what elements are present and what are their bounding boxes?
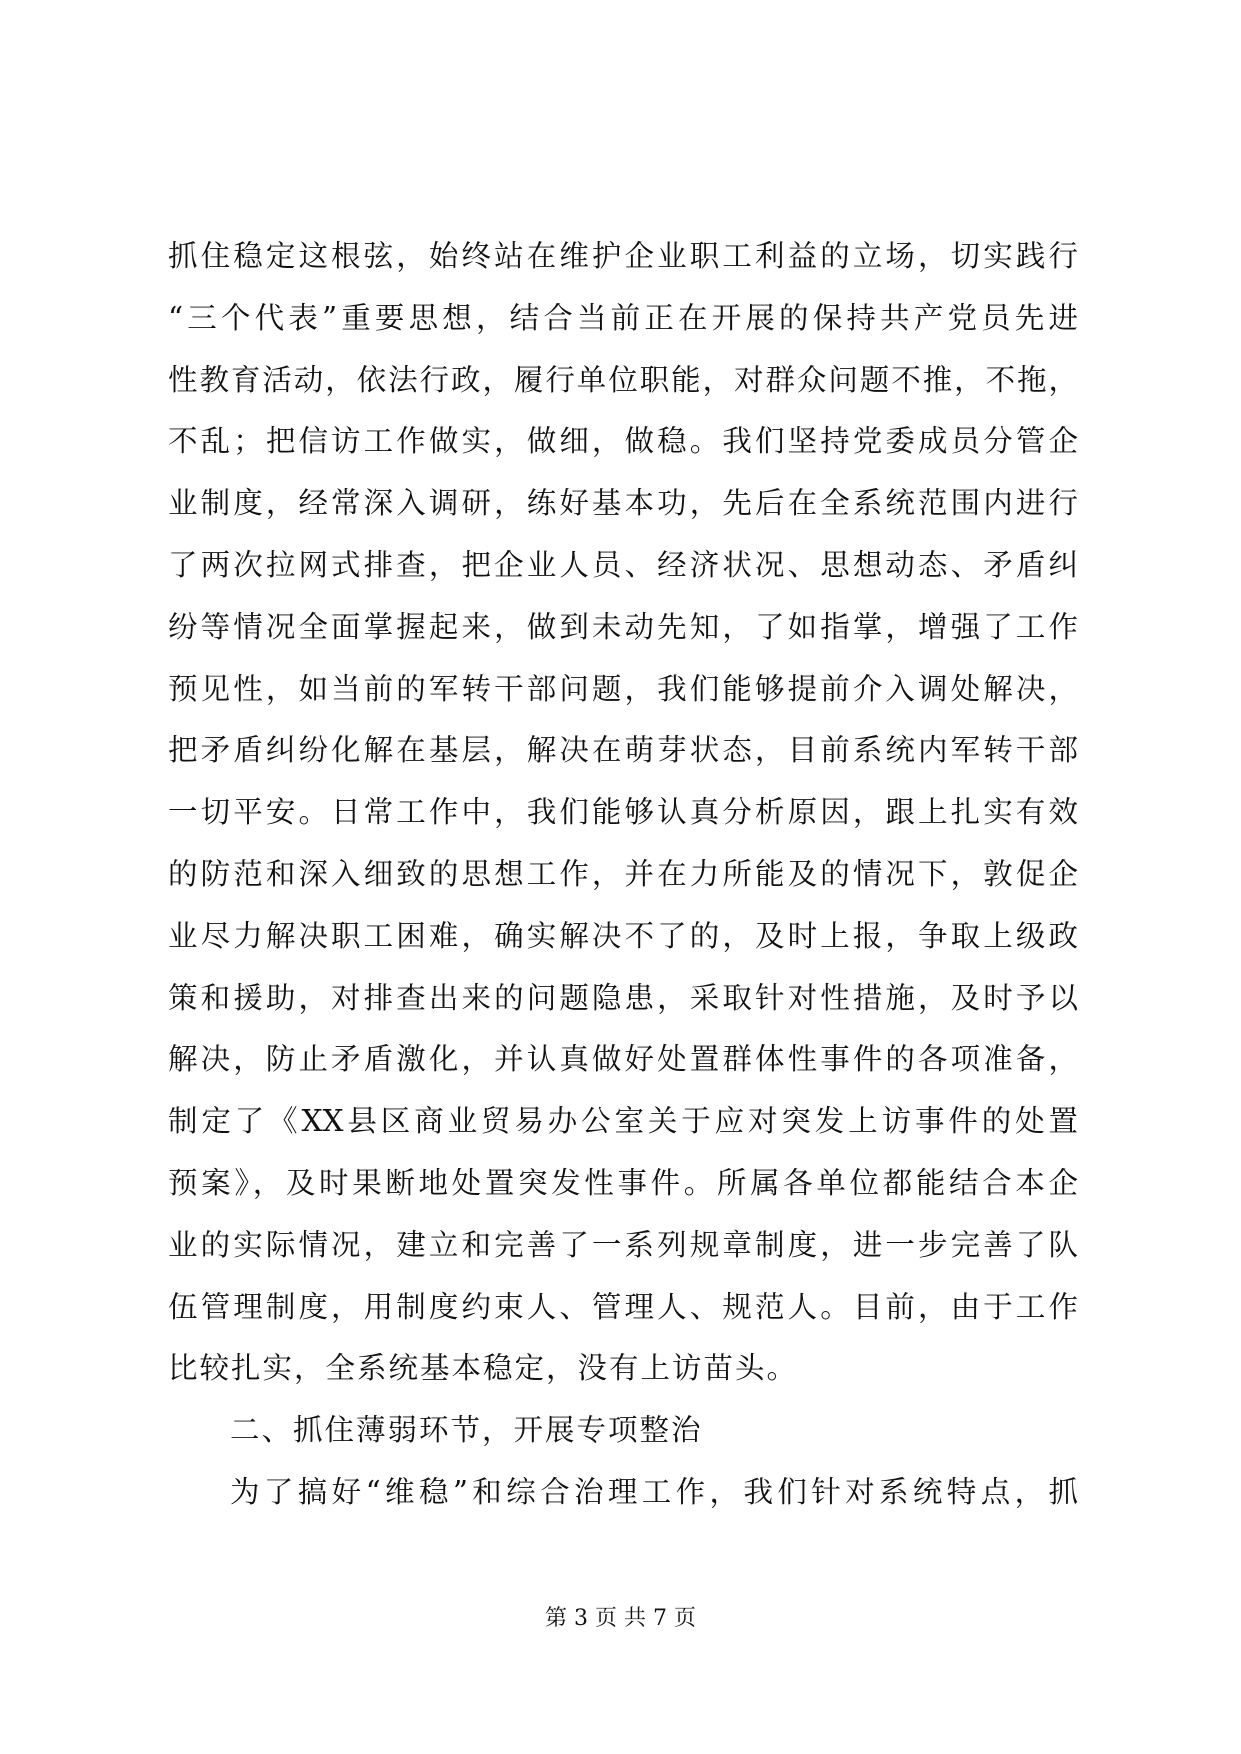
text-line: 的防范和深入细致的思想工作，并在力所能及的情况下，敦促企 xyxy=(168,856,1078,891)
text-line: 抓住稳定这根弦，始终站在维护企业职工利益的立场，切实践行 xyxy=(168,239,1078,273)
section-heading: 二、抓住薄弱环节，开展专项整治 xyxy=(230,1413,703,1448)
text-line: 性教育活动，依法行政，履行单位职能，对群众问题不推，不拖， xyxy=(168,362,1078,397)
text-line: 制定了《XX县区商业贸易办公室关于应对突发上访事件的处置 xyxy=(168,1104,1078,1139)
body-text xyxy=(168,226,1078,1524)
text-line: 业制度，经常深入调研，练好基本功，先后在全系统范围内进行 xyxy=(168,486,1078,521)
text-line: 不乱；把信访工作做实，做细，做稳。我们坚持党委成员分管企 xyxy=(168,424,1078,459)
text-line: 预案》，及时果断地处置突发性事件。所属各单位都能结合本企 xyxy=(168,1165,1078,1200)
text-line: 伍管理制度，用制度约束人、管理人、规范人。目前，由于工作 xyxy=(168,1289,1078,1324)
text-line: 解决，防止矛盾激化，并认真做好处置群体性事件的各项准备， xyxy=(168,1042,1078,1077)
text-line: 业尽力解决职工困难，确实解决不了的，及时上报，争取上级政 xyxy=(168,918,1078,953)
text-line: “三个代表”重要思想，结合当前正在开展的保持共产党员先进 xyxy=(168,300,1078,335)
text-line: 了两次拉网式排查，把企业人员、经济状况、思想动态、矛盾纠 xyxy=(168,547,1078,582)
text-line: 把矛盾纠纷化解在基层，解决在萌芽状态，目前系统内军转干部 xyxy=(168,733,1078,768)
text-line: 比较扎实，全系统基本稳定，没有上访苗头。 xyxy=(168,1351,799,1386)
paragraph-first-line: 为了搞好“维稳”和综合治理工作，我们针对系统特点，抓 xyxy=(230,1474,1078,1509)
page-indicator: 第 3 页 共 7 页 xyxy=(545,1606,696,1631)
text-line: 一切平安。日常工作中，我们能够认真分析原因，跟上扎实有效 xyxy=(168,795,1078,830)
page-footer xyxy=(0,1605,1241,1633)
text-line: 业的实际情况，建立和完善了一系列规章制度，进一步完善了队 xyxy=(168,1227,1078,1262)
text-line: 预见性，如当前的军转干部问题，我们能够提前介入调处解决， xyxy=(168,671,1078,706)
text-line: 纷等情况全面掌握起来，做到未动先知，了如指掌，增强了工作 xyxy=(168,609,1078,644)
text-line: 策和援助，对排查出来的问题隐患，采取针对性措施，及时予以 xyxy=(168,980,1078,1015)
